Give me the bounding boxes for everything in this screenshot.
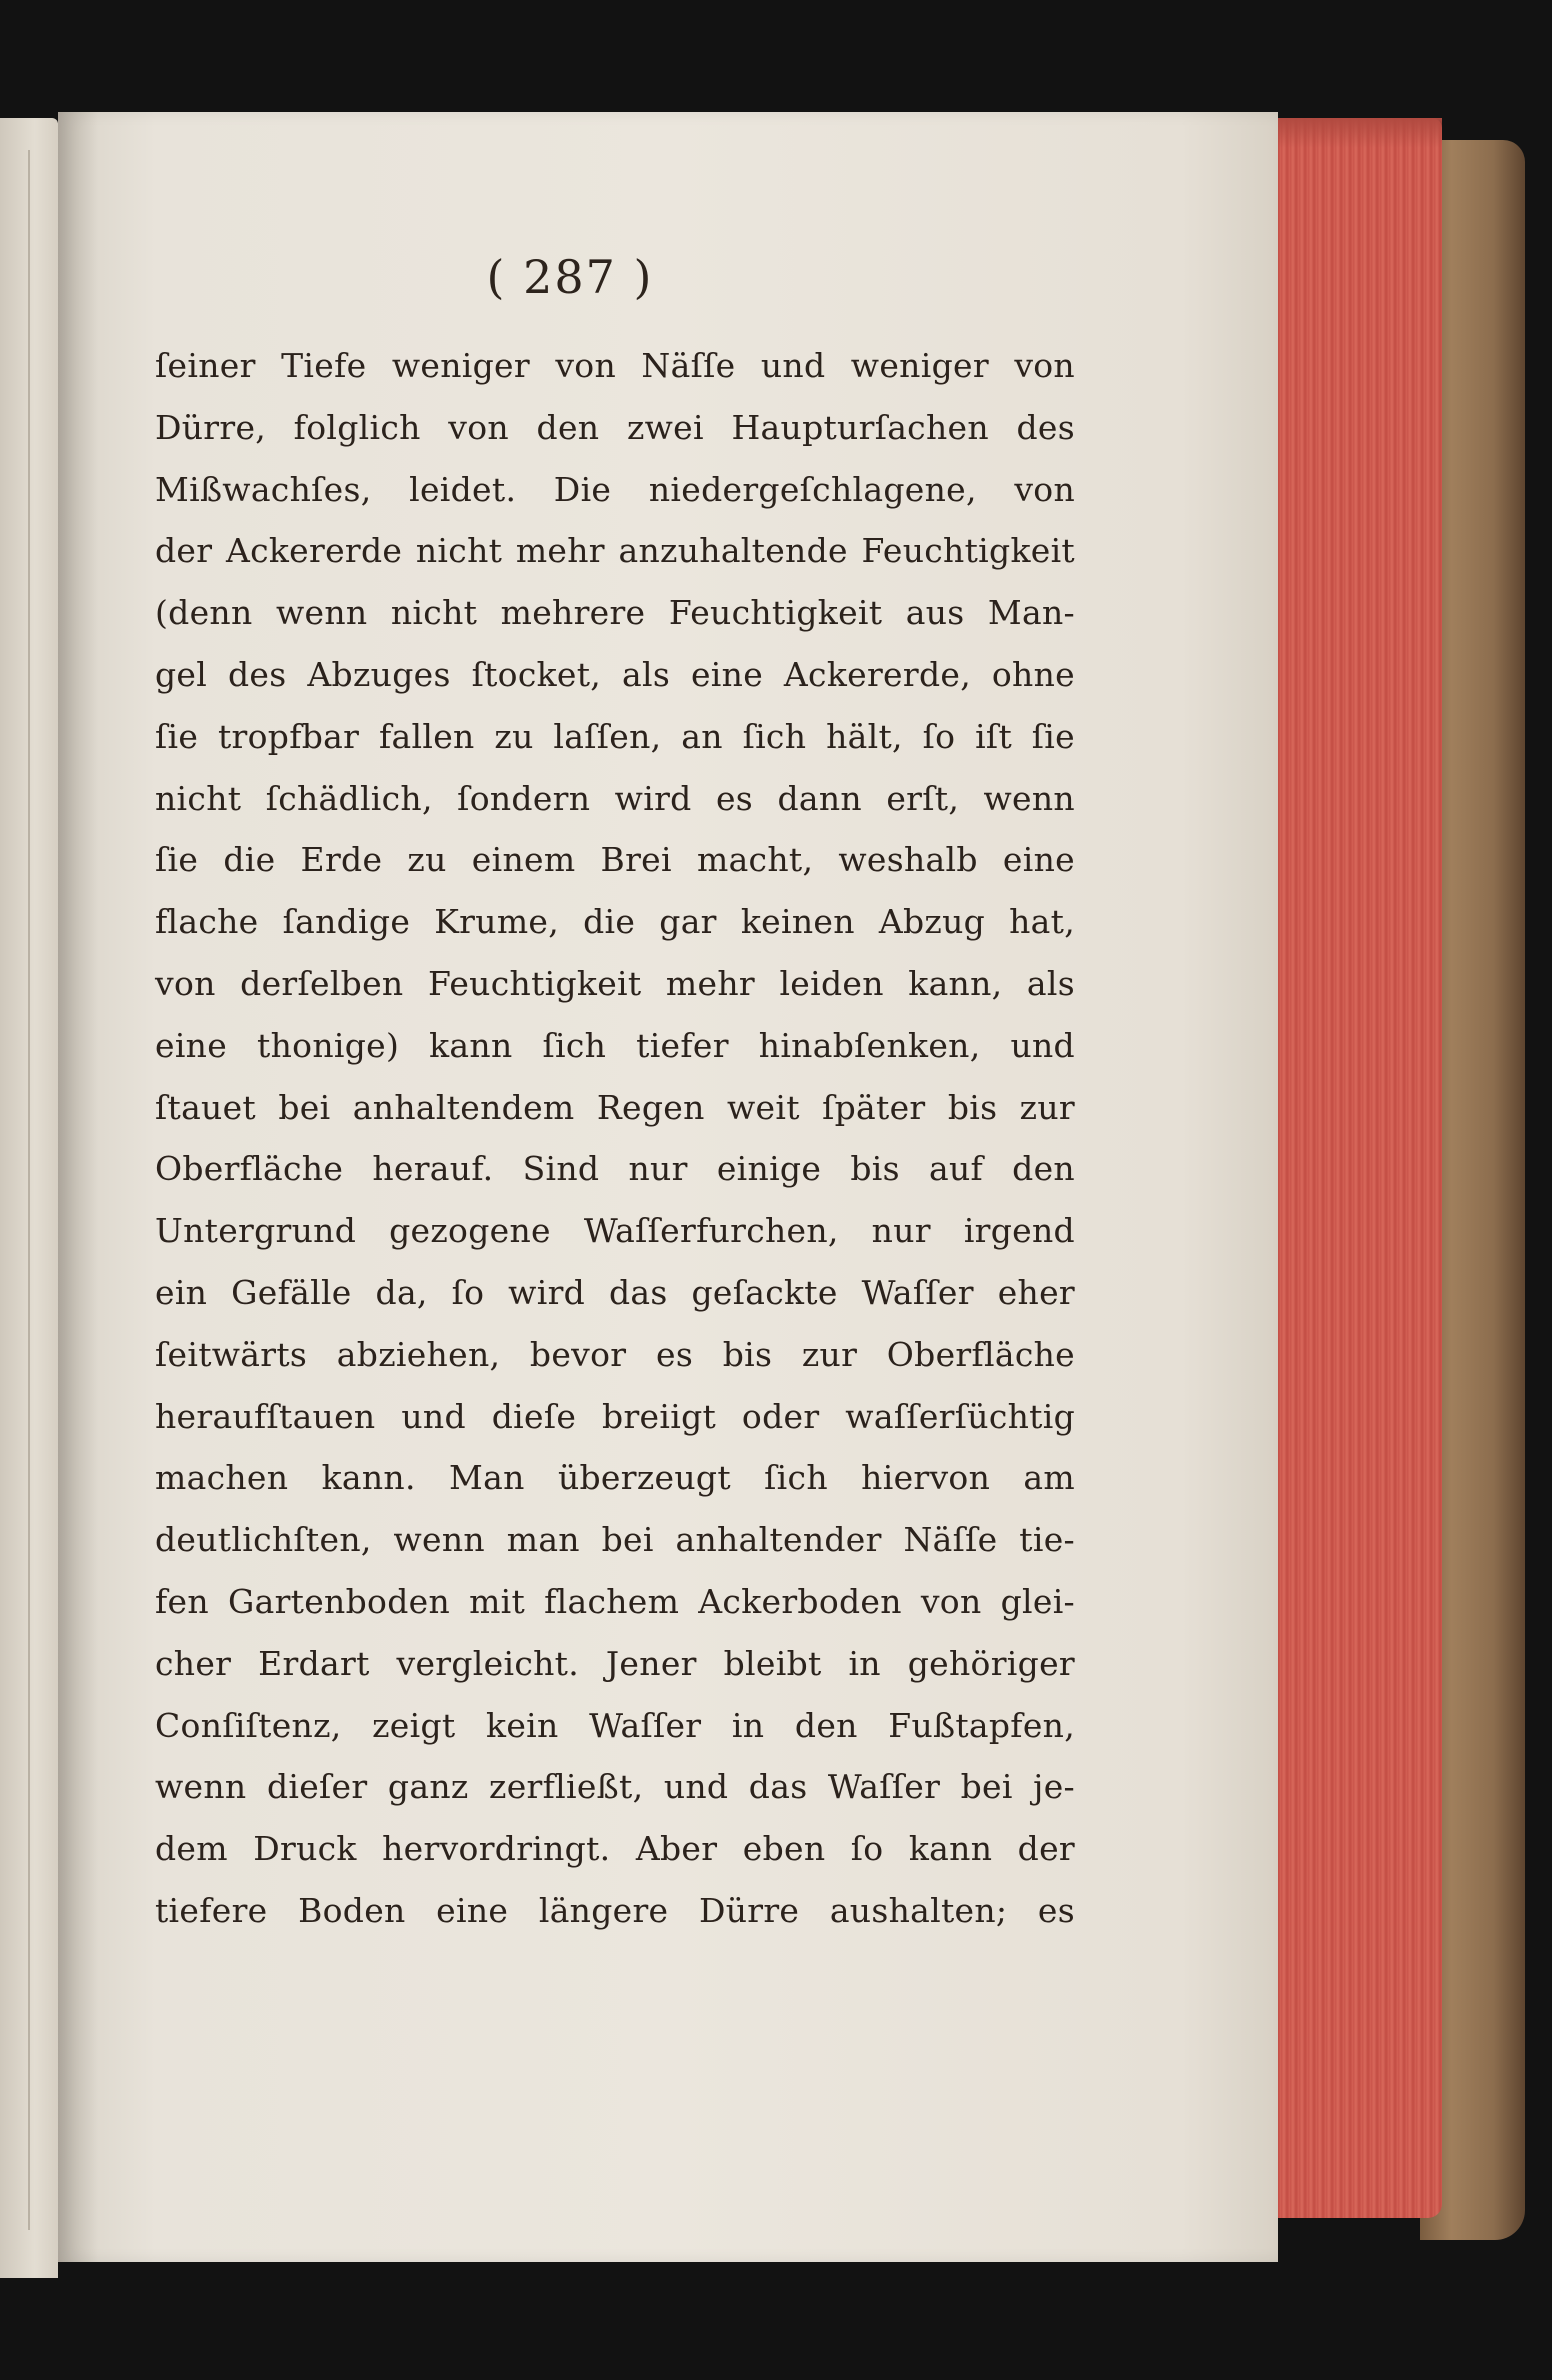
text-line: Dürre, folglich von den zwei Haupturſachen des [155,407,1075,447]
text-line: ſeiner Tiefe weniger von Näſſe und weniger von [155,346,1075,385]
text-line: Mißwachſes, leidet. Die niedergeſchlagene, von [155,469,1075,509]
text-line: flache ſandige Krume, die gar keinen Abzug hat, [155,902,1075,942]
text-line: ſeitwärts abziehen, bevor es bis zur Oberfläche [155,1334,1075,1374]
text-line: eine thonige) kann ſich tiefer hinabſenken, und [155,1025,1075,1065]
page-number: ( 287 ) [486,250,654,304]
page-gutter-shadow [58,112,98,2262]
text-line: ſtauet bei anhaltendem Regen weit ſpäter bis zur [155,1087,1075,1127]
text-line: wenn dieſer ganz zerfließt, und das Waſſer bei je- [155,1767,1075,1807]
text-line: ſie die Erde zu einem Brei macht, weshalb eine [155,840,1075,880]
text-line: machen kann. Man überzeugt ſich hiervon am [155,1458,1075,1498]
text-line: (denn wenn nicht mehrere Feuchtigkeit aus Man- [155,593,1075,633]
text-line: fen Gartenboden mit flachem Ackerboden von glei- [155,1581,1075,1621]
text-line: dem Druck hervordringt. Aber eben ſo kann der [155,1829,1075,1869]
text-line: ſie tropfbar fallen zu laſſen, an ſich hält, ſo iſt ſie [155,716,1075,756]
fore-edge-shadow [1272,118,1442,148]
text-line: tiefere Boden eine längere Dürre aushalten; es [155,1890,1075,1930]
text-line: nicht ſchädlich, ſondern wird es dann erſt, wenn [155,778,1075,818]
text-line: der Ackererde nicht mehr anzuhaltende Feuchtigkeit [155,531,1075,571]
text-line: Untergrund gezogene Waſſerfurchen, nur irgend [155,1211,1075,1251]
text-line: Oberfläche herauf. Sind nur einige bis auf den [155,1149,1075,1189]
text-line: von derſelben Feuchtigkeit mehr leiden kann, als [155,963,1075,1003]
text-line: cher Erdart vergleicht. Jener bleibt in gehöriger [155,1643,1075,1683]
text-line: Conſiſtenz, zeigt kein Waſſer in den Fußtapfen, [155,1705,1075,1745]
previous-page-crease [28,150,30,2230]
body-text [155,335,1075,1942]
text-line: deutlichſten, wenn man bei anhaltender Näſſe tie- [155,1520,1075,1560]
text-line: heraufſtauen und dieſe breiigt oder waſſerſüchtig [155,1396,1075,1436]
text-line: ein Gefälle da, ſo wird das geſackte Waſſer eher [155,1272,1075,1312]
red-fore-edge [1272,118,1442,2218]
text-line: gel des Abzuges ſtocket, als eine Ackererde, ohne [155,654,1075,694]
